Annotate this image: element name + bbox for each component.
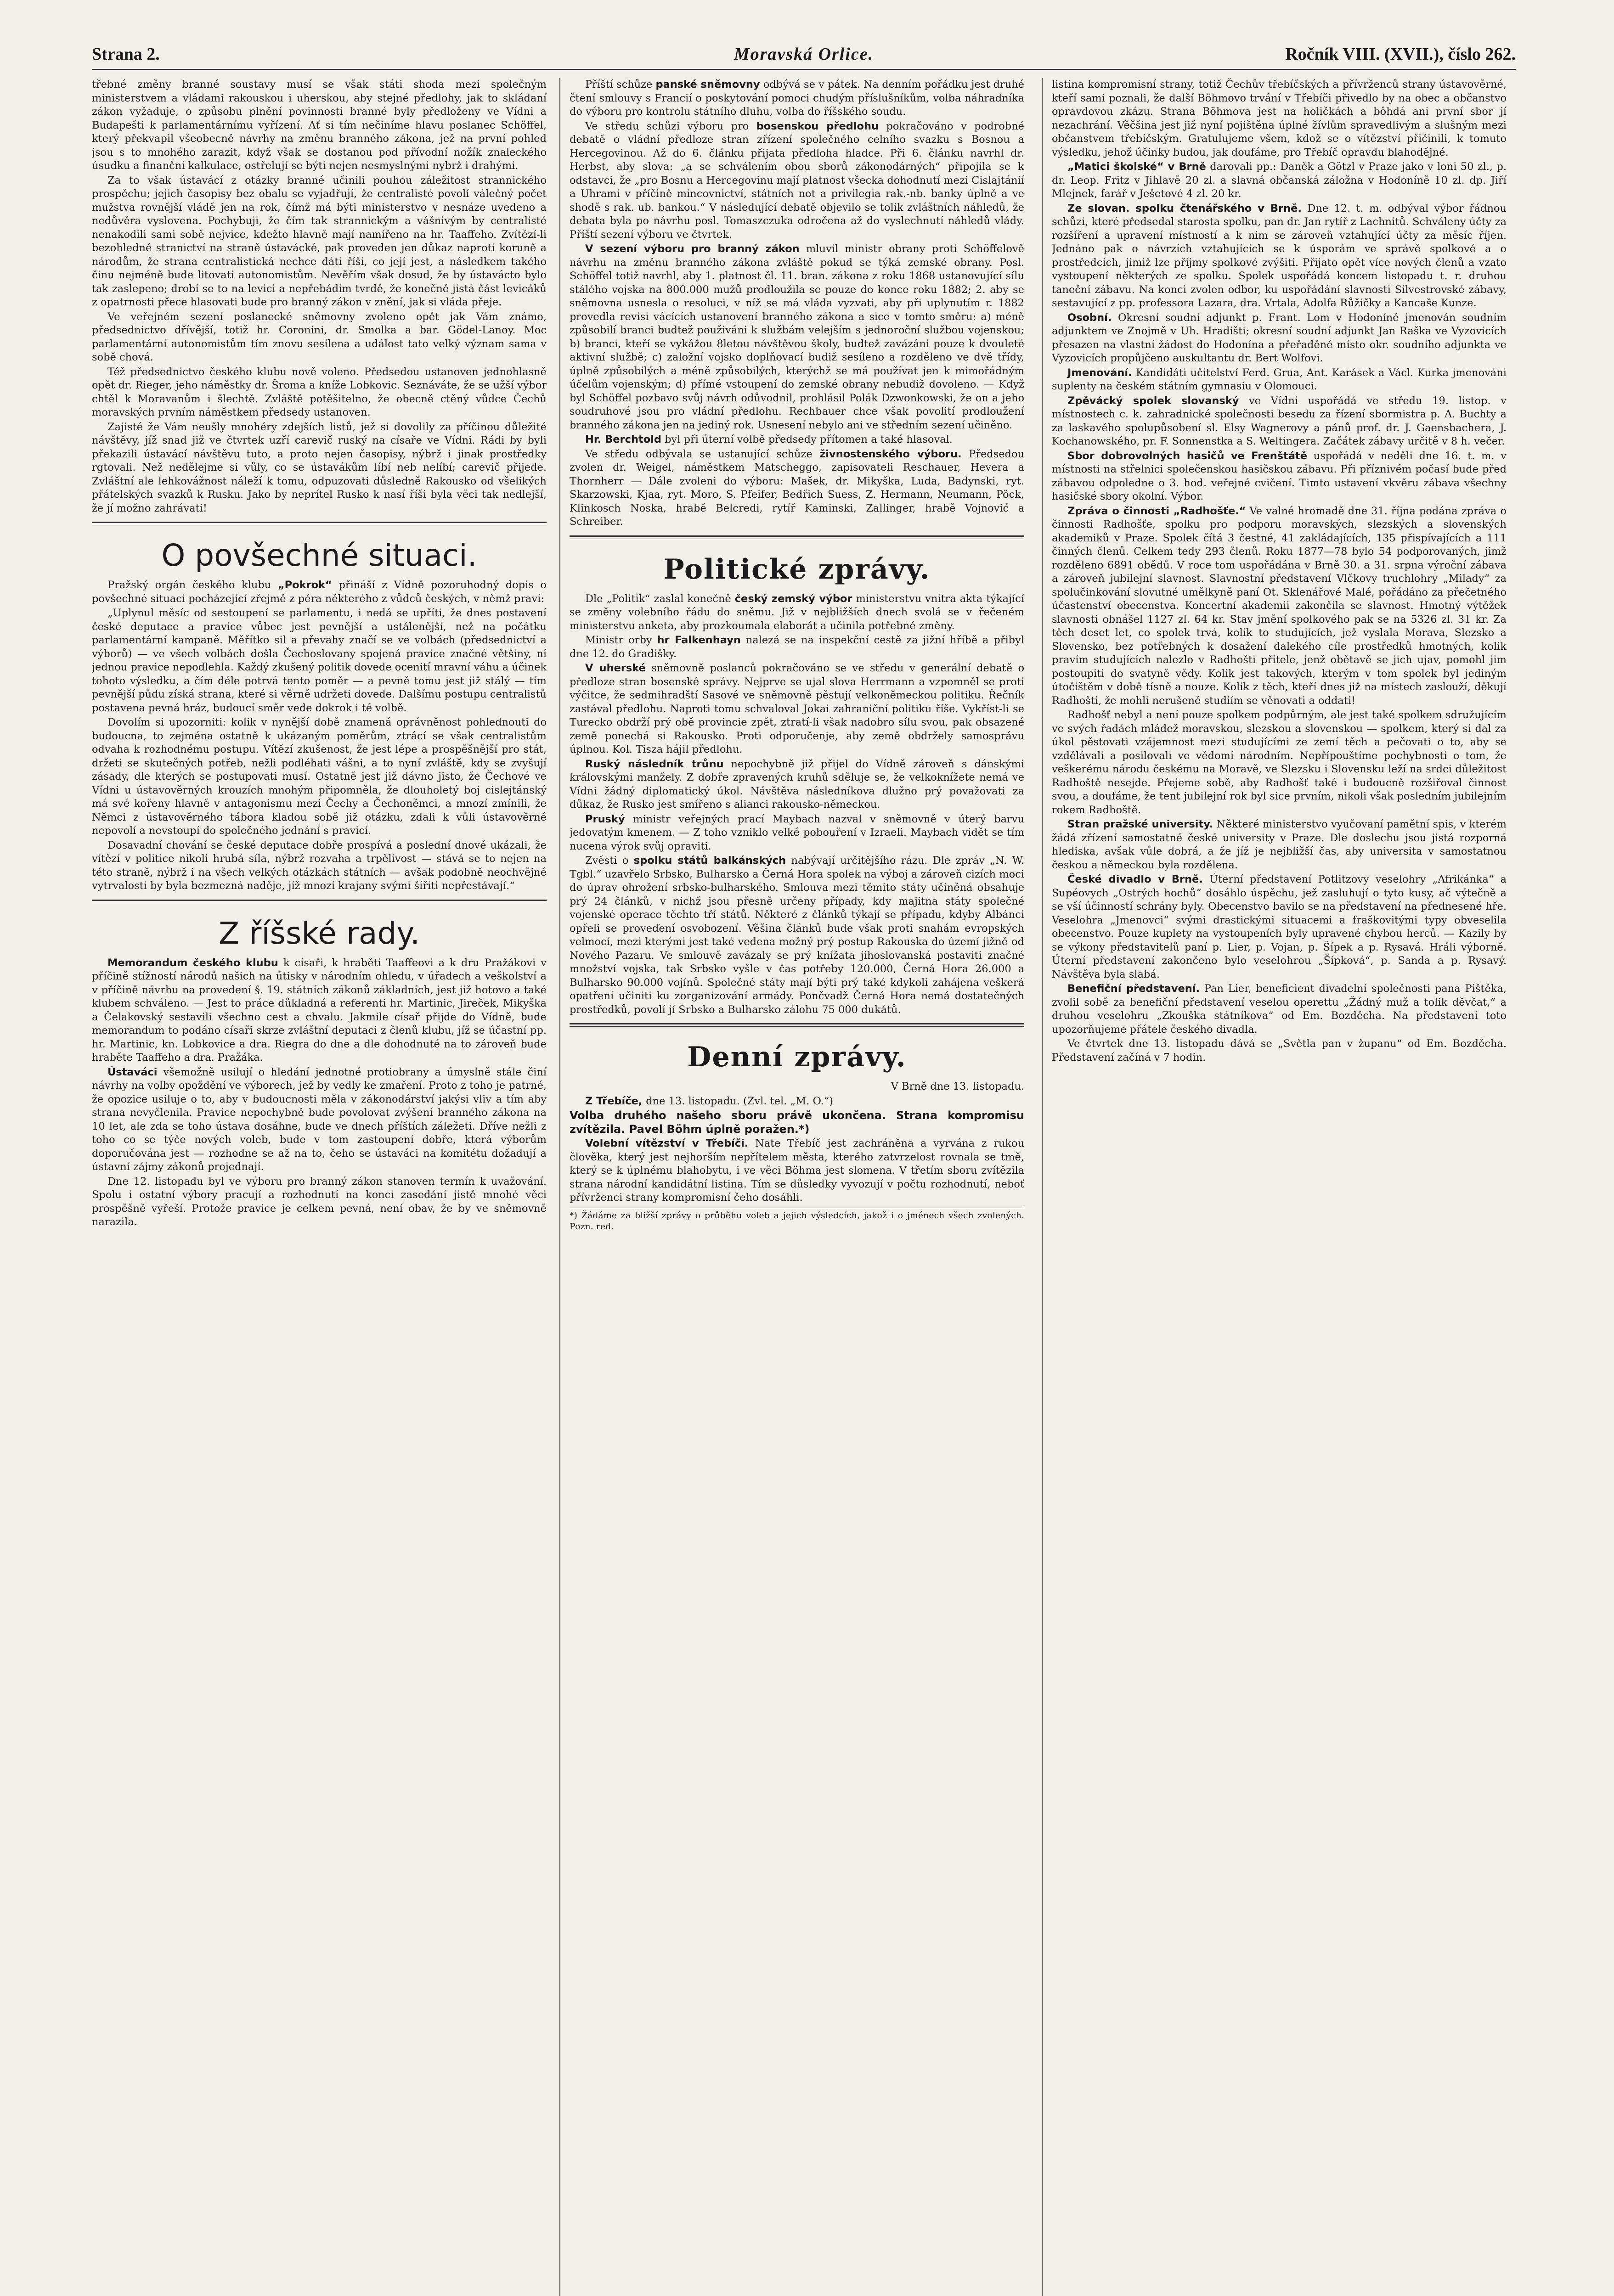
text: nabývají určitějšího rázu. Dle zpráv „N. W. Tgbl.“ uzavřelo Srbsko, Bulharsko a Černá Hora spolek na výboj a zároveň cizích moci do úprav ohrožení srbsko-bulharského. Smlouva mezi těmito státy učiněná obsahuje prý 24 článků, v nichž jsou přesně určeny případy, kdy majitna státy společné vojenské operace těchto tří států. Některé z článků týkají se případu, kdyby Albánci opřeli se proveďení osvobození. Věšina článků bude však proti snahám evropských velmocí, mezi kterými jest také vedena možný prý postup Rakouska do území jižně od Nového Pazaru. Ve smlouvě zavázaly se prý knížata jihoslovanská postaviti značné množství vojska, tak Srbsko vyšle v čas potřeby 120.000, Černá Hora 26.000 a Bulharsko 90.000 vojínů. Společné státy mají býti prý také kdykoli zahájena veškerá opatření učiniti ku zorganizování armády. Pončvadž Černá Hora nemá dostatečných prostředků, povolí jí Srbsko a Bulharsko zálohu 75 000 dukátů. <box>570 855 1024 1016</box>
lead-word: Stran pražské university. <box>1067 818 1213 830</box>
text: Ministr orby <box>585 634 657 646</box>
footnote: *) Žádáme za bližší zprávy o průběhu voleb a jejich výsledcích, jakož i o jménech všech zvolených. Pozn. red. <box>570 1208 1024 1232</box>
paragraph <box>1052 450 1507 504</box>
section-divider <box>570 535 1024 539</box>
section-divider <box>92 900 547 903</box>
paragraph <box>570 592 1024 633</box>
paragraph <box>92 579 547 606</box>
lead-word: Memorandum českého klubu <box>107 957 278 969</box>
text: Okresní soudní adjunkt p. Frant. Lom v Hodoníně jmenován soudním adjunktem ve Znojmě v Uh. Hradišti; okresní soudní adjunkt Jan Raška ve Vyzovicích přesazen na vlastní žádost do Hodonína a přeřaděné místo okr. soudního adjunkta ve Vyzovicích propůjčeno auskultantu dr. Bert Wolfovi. <box>1052 311 1507 364</box>
text: Předsedou zvolen dr. Weigel, náměstkem Matscheggo, zapisovateli Reschauer, Hevera a Thornherr — Dále zvoleni do výboru: Mašek, dr. Mikyška, Luda, Badynski, ryt. Skarzowski, Kjaa, ryt. Moro, S. Pfeifer, Bedřich Suess, Z. Hermann, Neumann, Pöck, Klinkosch Noska, hrabě Belcredi, rytíř Kaminski, Zallinger, hrabě Vojnović a Schreiber. <box>570 448 1024 528</box>
lead-word: Zpěvácký spolek slovanský <box>1067 394 1239 407</box>
text: přináší z Vídně pozoruhodný dopis o povšechné situaci pocházející zřejmě z péra některého z vůdců českých, v němž praví: <box>92 579 547 605</box>
text: dne 13. listopadu. (Zvl. tel. „M. O.“) <box>646 1095 834 1107</box>
text: k císaři, k hraběti Taaffeovi a k dru Pražákovi v příčině stížností národů našich na útisky v národním ohledu, v úřadech a veškolství a v příčině návrhu na provedení §. 19. státních zákonů základních, jest již hotovo a také klubem schváleno. — Jest to práce důkladná a referenti hr. Martinic, Jireček, Mikyška a Čelakovský sestavili všechno cest a chvalu. Jakmile císař přijde do Vídně, bude memorandum to podáno císaři skrze zvláštní deputaci z členů klubu, jíž se účastní pp. hr. Martinic, kn. Lobkovice a dra. Riegra do dne a dle dohodnuté na to zároveň bude hraběte Taaffeho a dra. Pražáka. <box>92 957 547 1064</box>
lead-word: hr Falkenhayn <box>657 634 741 646</box>
page-number: Strana 2. <box>92 45 160 64</box>
masthead-title: Moravská Orlice. <box>734 45 874 64</box>
column-divider <box>559 78 560 2296</box>
text: byl při úterní volbě předsedy přítomen a také hlasoval. <box>661 433 953 445</box>
text: všemožně usilují o hledání jednotné protiobrany a úmyslně stále činí návrhy na volby opoždění ve výborech, jež by vedly ke zmaření. Proto z toho je patrné, že opozice usiluje o to, aby v budoucnosti měla v zákonodárství jakýsi vliv a tím aby strana nevyčlenila. Pravice nepochybně bude povolovat zvýšení branného zákona na 10 let, ale zda se toho ústava dosáhne, bude ve dnech příštích záležeti. Dříve nežli z toho co se týče nových voleb, bude v tom zastoupení dobře, která výborům doporučována jest — rozhodne se až na to, čeho se ústaváci na komitétu dožadují a ústavní zájmy zákonů projednají. <box>92 1066 547 1173</box>
paragraph <box>1052 982 1507 1036</box>
lead-word: Osobní. <box>1067 311 1112 324</box>
paragraph: Též předsednictvo českého klubu nově voleno. Předsedou ustanoven jednohlasně opět dr. Rieger, jeho náměstky dr. Šroma a kníže Lobkovic. Seznáváte, že se užší výbor chtěl k Moravanům i šlechtě. Zvláště potěšitelno, že obecně ctěný vůdce Čechů moravských prvním náměstkem předsedy ustanoven. <box>92 366 547 418</box>
lead-word: Sbor dobrovolných hasičů ve Frenštátě <box>1067 450 1307 462</box>
paragraph <box>570 758 1024 812</box>
lead-word: „Pokrok“ <box>277 579 332 591</box>
lead-word: České divadlo v Brně. <box>1067 873 1203 885</box>
lead-word: Pruský <box>585 813 625 825</box>
paragraph <box>570 242 1024 432</box>
paragraph: Za to však ústavácí z otázky branné učinili pouhou záležitost strannického prospěchu; jejich časopisy bez obalu se vyjadřují, že centralisté povolí válečný počet mužstva rovnější vládě jen na rok, čímž má býti ministerstvo v nesnáze uvedeno a nedůvěra vyslovena. Pochybuji, že čím tak strannickým a vášnivým by centralisté nenakodili sami sobě nejvice, kdežto hlavně mají namířeno na hr. Taaffeho. Zvítězí-li bezohledné stranictví na straně ústavácké, pak proveden jen důkaz naproti koruně a národům, že strana centralistická nechce dáti říši, co její jest, a následkem takého činu nejméně bude litovati autonomistům. Nevěřím však dosud, že by ústavácto bylo tak zaslepeno; drobí se to na levici a nepřebádím tvrdě, že konečně jistá část levicáků z opatrnosti přece hlasovati bude pro branný zákon v znění, jak si vláda přeje. <box>92 174 547 308</box>
paragraph <box>1052 394 1507 449</box>
lead-word: Volební vítězství v Třebíči. <box>585 1137 749 1149</box>
section-divider <box>92 522 547 525</box>
paragraph <box>570 662 1024 757</box>
paragraph <box>1052 818 1507 872</box>
text: Ve valné hromadě dne 31. října podána zpráva o činnosti Radhošťe, spolku pro podporu moravských, slezských a slovenských akademiků v Praze. Spolek čítá 3 čestné, 41 zakládajících, 135 přispívajících a 111 činných členů. Celkem tedy 293 členů. Roku 1877—78 bylo 54 podporovaných, jimž rozděleno 6891 obědů. V roce tom uspořádána v Brně 30. a 31. srpna výroční zábava a zároveň jubilejní slavnost. Slavnostní představení Vlčkovy truchlohry „Milady“ za spolučinkování slovutné umělkyně paní Ot. Sklenářové Malé, pořádáno za přečetného účastenství obecenstva. Koncertní akademii zakončila se slavnost. Hmotný výtěžek slavnosti obnášel 1127 zl. 64 kr. Stav jmění spolkového pak se na 5326 zl. 31 kr. Za těch deset let, co spolek trvá, kolik to studujících, jež vyslala Morava, Slezsko a Slovensko, bez potřebných k dosažení dalekého cíle prostředků hmotných, kolik pravím studujících nalezlo v Radhošti přítele, jenž obětavě se jich ujav, pomohl jim postoupiti do svatyně vědy. Kolik jest takových, kterým v tom spolek byl jediným útočištěm v době tísně a nouze. Kolik z těch, kteří dnes již na místech zaslouží, děkují Radhošti, že mohli nerušeně studiím se věnovati a oddati! <box>1052 505 1507 707</box>
paragraph: Zajisté že Vám neušly mnohéry zdejších listů, jež si dovolily za příčinou důležité návštěvy, jíž snad již ve čtvrtek uzří carevič ruský na císaře ve Vídni. Rádi by byli překazili ústavácí návštěvu tuto, a proto nejen časopisy, nýbrž i jinak prostředky rgtovali. Než nedělejme si vůly, co se ústavákům líbí neb nelíbí; carevič přijede. Zvláštní ale lehkovážnost náleží k tomu, odpuzovati důsledně Rakousko od všelikých přátelských svazků k Rusku. Jako by neprítel Rusko k nasí říši byla věci tak nedlejší, že jí možno zahrávati! <box>92 421 547 514</box>
text: darovali pp.: Daněk a Götzl v Praze jako v loni 50 zl., p. dr. Leop. Fritz v Jihlavě 20 zl. a slavná občanská záložna v Hodoníně 10 zl. dp. Jiří Mlejnek, farář v Ješetové 4 zl. 20 kr. <box>1052 161 1507 200</box>
text: odbývá se v pátek. Na denním pořádku jest druhé čtení smlouvy s Francií o poskytování pomoci chudým příslušníkům, volba náhradníka do výboru pro kontrolu státního dluhu, volba do říšského soudu. <box>570 79 1024 118</box>
lead-word: Ústaváci <box>107 1066 158 1078</box>
text: Nate Třebíč jest zachráněna a vyrvána z rukou člověka, který jest nejhorším nepřítelem města, kterého zatvrzelost rovnala se tmě, který se k úplnému blahobytu, i ve věci Böhma jest slomena. V třetím sboru zvítězila strana národní kandidátní listina. Tím se důsledky vyvozují v počtu rozhodnutí, neboť přívrženci strany kompromisní čeho dosáhli. <box>570 1137 1024 1204</box>
paragraph <box>1052 366 1507 394</box>
text: sněmovně poslanců pokračováno se ve středu v generální debatě o předloze stran bosenské správy. Nejprve se ujal slova Herrmann a vzpomněl se proti výčitce, že sedmihradští Sasové ve sněmovně pěstují velkoněmeckou politiku. Řečník zastával předlohu. Naproti tomu schvaloval Jokai zahraniční politiku říše. Vykříst-li se Turecko obdrží prý obě provincie zpět, ztratí-li však nadobro sílu svou, pak obsazené země ponechá si Rakousko. Proti odporučenje, aby země obdržely samosprávu úplnou. Kol. Tisza hájil předlohu. <box>570 662 1024 755</box>
text: nepochybně již přijel do Vídně zároveň s dánskými královskými manžely. Z dobře zpravených kruhů sděluje se, že velkoknížete nemá ve Vídni žádný diplomatický úkol. Návštěva následníkova dlužno prý považovati za důkaz, že Rusko jest smířeno s alianci rakousko-německou. <box>570 758 1024 810</box>
paragraph <box>1052 202 1507 310</box>
paragraph <box>570 1137 1024 1205</box>
text: Pan Lier, beneficient divadelní společnosti pana Pištěka, zvolil sobě za benefiční představení veselou operettu „Žádný muž a tolik děvčat,“ a druhou veselohru „Zkouška státníkova“ od Em. Bozděcha. Na představení toto upozorňujeme přátele českého divadla. <box>1052 983 1507 1035</box>
text: ve Vídni uspořádá ve středu 19. listop. v místnostech c. k. zahradnické společnosti besedu za řízení sbormistra p. A. Buchty a za laskavého spolupůsobení sl. Elsy Wagnerovy a pánů prof. dr. J. Gaensbachera, J. Kochanowského, pr. F. Sonnenstka a S. Weltingera. Začátek zábavy určitě v 8 h. večer. <box>1052 394 1507 447</box>
lead-word: Ruský následník trůnu <box>585 758 724 770</box>
lead-word: bosenskou předlohu <box>756 120 879 132</box>
text: Dne 12. t. m. odbýval výbor řádnou schůzi, které předsedal starosta spolku, pan dr. Jan rytíř z Lachnitů. Schváleny účty za rozšíření a upravení místností a k nim se zároveň vztahující účty za měsíc říjen. Jednáno pak o návrzích vztahujících se k úsporám ve správě spolkové a o prostředcích, jimiž lze příjmy spolkové zvýšiti. Přijato opět více nových členů a vzato vystoupení některých ze spolku. Spolek uspořádá koncem listopadu t. r. druhou taneční zábavu. Na konci zvolen odbor, ku uspořádání slavnosti Silvestrovské zábavy, sestavující z pp. professora Lazara, dra. Vrtala, Adolfa Růžičky a Kancaše Kunze. <box>1052 202 1507 309</box>
newspaper-page <box>92 41 1516 2296</box>
text: Dle „Politik“ zaslal konečně <box>585 592 735 605</box>
lead-word: „Matici školské“ v Brně <box>1067 161 1206 173</box>
paragraph <box>570 1095 1024 1109</box>
lead-word: Benefiční představení. <box>1067 983 1200 995</box>
paragraph: „Uplynul měsíc od sestoupení se parlamentu, i nedá se upříti, že dnes postavení české deputace a pravice vůbec jest pevnější a ustálenější, než na počátku parlamentární kampaně. Měřítko sil a převahy značí se ve volbách (předsednictví a výborů) — ve všech volbách došla Čechoslovany spojená pravice značné většiny, ní jednou pravice nepodlehla. Každý zkušený politik dovede ocenití mravní váhu a účinek tohoto výsledku, a čím déle potrvá tento poměr — a pevně tomu jest již stálý — tím pevnější půdu získá strana, které si věrně udržeti dovede. Dalšímu postupu centralistů postavena pevná hráz, budoucí směr vede dokrok i té volbě. <box>92 607 547 714</box>
paragraph <box>570 120 1024 242</box>
text: ministerstvu vnitra akta týkající se změny volebního řádu do sněmu. Již v nejbližších dnech svolá se v řečeném ministerstvu anketa, aby prozkoumala elaborát a učinila potřebné změny. <box>570 592 1024 632</box>
paragraph <box>570 448 1024 529</box>
paragraph <box>570 433 1024 447</box>
paragraph <box>570 854 1024 1017</box>
lead-word: Jmenování. <box>1067 366 1132 379</box>
paragraph: Ve veřejném sezení poslanecké sněmovny zvoleno opět jak Vám známo, předsednictvo dřívější, totiž hr. Coronini, dr. Smolka a bar. Gödel-Lanoy. Moc parlamentární autonomistům tím znovu sesílena a událost tato velký význam sama v sobě chová. <box>92 310 547 363</box>
lead-word: živnostenského výboru. <box>819 448 962 460</box>
lead-word: panské sněmovny <box>655 79 760 90</box>
lead-word: V uherské <box>585 662 646 674</box>
text: uspořádá v neděli dne 16. t. m. v místnosti na střelnici společenskou hasičskou zábavu. Při příznivém počasí bude před zábavou odpoledne o 3. hod. veřejné cvičení. Timto ustavení vkvěru zábava všechny hasičské sbory okolní. Výbor. <box>1052 450 1507 502</box>
paragraph: listina kompromisní strany, totiž Čechův třebíčských a přívrženců strany ústavověrné, kteří sami poznali, že další Böhmovo trvání v Třebíči přivedlo by na obec a občanstvo opravdovou zkázu. Strana Böhmova jest na holičkách a bôhdá ani první sbor jí nezachrání. Věčšina jest již nyní pojištěna úplné žívlům spravedlivým a slušným mezi občanstvem třebíčským. Gratulujeme všem, kdož se o vítězství přičinili, k tomuto výsledku, jehož účinky budou, jak doufáme, pro Třebíč opravdu blahodějné. <box>1052 79 1507 158</box>
text: pokračováno v podrobné debatě o vládní předloze stran zřízení společného celního svazku s Bosnou a Hercegovinou. Až do 6. článku přijata předloha hladce. Při 6. článku navrhl dr. Herbst, aby slova: „a se schválením obou sborů zákonodárných“ připojila se k odstavci, že „pro Bosnu a Hercegovinu mají platnost všecka dohodnutí mezi Cislajtánií a Uhrami v příčině mincovnictví, státních not a privilegia rak.-nb. banky úplně a ve shodě s rak. ub. bankou.“ V následující debatě objevilo se tolik zvláštních náhledů, že debata byla po návrhu posl. Tomaszczuka odročena až do vyslechnutí náhledů vlády. Příští sezení výboru ve čtvrtek. <box>570 120 1024 241</box>
column-divider <box>1042 78 1043 2296</box>
text: Ve středu schůzi výboru pro <box>585 120 756 132</box>
text: nalezá se na inspekční cestě za jižní hříbě a přibyl dne 12. do Gradišky. <box>570 634 1024 660</box>
lead-word: Ze slovan. spolku čtenářského v Brně. <box>1067 202 1302 214</box>
paragraph: Ve čtvrtek dne 13. listopadu dává se „Světla pan v županu“ od Em. Bozděcha. Představení začíná v 7 hodin. <box>1052 1038 1507 1064</box>
paragraph <box>570 634 1024 661</box>
paragraph <box>1052 505 1507 708</box>
lead-word: Zpráva o činnosti „Radhošťe.“ <box>1067 505 1246 517</box>
lead-word: Z Třebíče, <box>585 1095 646 1107</box>
paragraph <box>1052 311 1507 366</box>
text: mluvil ministr obrany proti Schöffelově návrhu na změnu branného zákona zvláště pokud se týká zemské obrany. Posl. Schöffel totiž navrhl, aby 1. platnost čl. 11. bran. zákona z roku 1868 ustanovující sílu stálého vojska na 800.000 mužů prodloužila se pouze do konce roku 1882; 2. aby se sněmovna usnesla o resoluci, v níž se má vláda vyzvati, aby při uplynutím r. 1882 provedla revisi vácících ustanovení branného zákona a sice v tomto směru: a) méně způsobilí branci budtež použiváni k službám velejším s jednoroční službou vojenskou; b) branci, kteří se vykážou 8letou návštěvou školy, budtež zavázáni pouze k dvouleté aktivní službě; c) založní vojsko doplňovací budiž sesíleno a rozděleno ve dvě třídy, úplně způsobilých a méně způsobilých, kterýchž se má používat jen k mimořádným účelům vojenským; d) přímé vstoupení do zemské obrany nebudiž dovoleno. — Když byl Schöffel pozbavo svůj návrh odůvodnil, prohlásil Polák Dzwonkowski, že on a jeho soudruhové jsou pro vládní předlohu. Rechbauer chce však povolití prodloužení branného zákona jen na jediný rok. Usnesení nebylo ani ve středním sezení učiněno. <box>570 243 1024 431</box>
lead-word: český zemský výbor <box>734 592 852 605</box>
column-1 <box>92 78 547 2296</box>
section-title-political: Politické zprávy. <box>663 553 931 585</box>
section-title-reichsrat: Z říšské rady. <box>219 915 420 951</box>
issue-info: Ročník VIII. (XVII.), číslo 262. <box>1285 45 1516 64</box>
lead-word: spolku států balkánských <box>633 855 786 867</box>
page-header <box>92 41 1516 70</box>
telegram-headline: Volba druhého našeho sboru právě ukončena. Strana kompromisu zvítězila. Pavel Böhm úplně poražen.*) <box>570 1109 1024 1136</box>
section-title-daily: Denní zprávy. <box>687 1041 907 1073</box>
paragraph: Dne 12. listopadu byl ve výboru pro branný zákon stanoven termín k uvažování. Spolu i ostatní výbory pracují a rozhodnutí na konci zasedání jistě mnohé věci prospěšně vyřeší. Protože pravice je celkem pevná, není obav, že by ve sněmovně narazila. <box>92 1175 547 1228</box>
text: Některé ministerstvo vyučovaní pamětní spis, v kterém žádá zřízení samostatné české university v Praze. Dle doslechu jsou jistá rozporná hlediska, avšak vůle dobrá, a že jíž je nejbližší čas, aby universita v samostatnou českou a německou byla rozdělena. <box>1052 818 1507 871</box>
paragraph <box>92 957 547 1065</box>
paragraph <box>570 78 1024 119</box>
lead-word: V sezení výboru pro branný zákon <box>585 243 800 255</box>
paragraph <box>1052 160 1507 201</box>
paragraph <box>92 1066 547 1174</box>
paragraph: Radhošť nebyl a není pouze spolkem podpůrným, ale jest také spolkem sdružujícím ve svých řadách mládež moravskou, slezskou a slovenskou — spolkem, který si dal za úkol pěstovati vzájemnost mezi studujícími ze zemí těch a pečovati o to, aby se vzdělávali a posilovali ve vědomí národním. Nepřípouštíme pochybnosti o tom, že veškerému národu českému na Moravě, ve Slezsku i Slovensku leží na srdci důležitost Radhoště nesejde. Přejeme sobě, aby Radhošť také i budoucně rozšiřoval činnost svou, a doufáme, že tent jubilejní rok byl sice prvním, nikoli však posledním jubilejním rokem Radhoště. <box>1052 709 1507 816</box>
paragraph: Dovolím si upozorniti: kolik v nynější době znamená oprávněnost pohlednouti do budoucna, to zejména ostatně k ukázaným poměrům, ztrácí se však centralistům odvaha k rozhodnému postupu. Vítězí zkušenost, že jest lépe a prospěšnější pro stát, držeti se skutečných potřeb, nežli podléhati vášni, a to nyní zvláště, kdy se zvyšují zásady, dle kterých se postupovati musí. Ostatně jest již dávno jisto, že Čechové ve Vídni u ústavověrných krouzích mnohým připomněla, že dlouholetý boj cislejtánský má své kořeny hlavně v antagonismu mezi Čechy a Čechoněmci, a mnozí zmínili, že Němci z ústavověrného tábora kladou sobě již otázku, zdali k vůli ústavověrné nepovolí a nevstoupí do společného jednání s pravicí. <box>92 716 547 837</box>
text: Ve středu odbývala se ustanující schůze <box>585 448 820 460</box>
text: Zvěsti o <box>585 855 634 867</box>
text: ministr veřejných prací Maybach nazval v sněmovně v úterý barvu jedovatým kmenem. — Z toho vzniklo velké pobouření v Izraeli. Maybach vidět se tím nucena výrok svůj opraviti. <box>570 813 1024 852</box>
text: Pražský orgán českého klubu <box>107 579 278 591</box>
lead-word: Hr. Berchtold <box>585 433 661 445</box>
text: Příští schůze <box>585 79 656 90</box>
column-2 <box>570 78 1024 2296</box>
text: Kandidáti učitelství Ferd. Grua, Ant. Karásek a Václ. Kurka jmenováni suplenty na českém státním gymnasiu v Olomouci. <box>1052 366 1507 392</box>
dateline: V Brně dne 13. listopadu. <box>891 1080 1024 1092</box>
paragraph: třebné změny branné soustavy musí se však státi shoda mezi společným ministerstvem a vládami rakouskou i uherskou, aby stejné předlohy, jak to skládaní zákon vyžaduje, o způsobu plnění povinnosti branné byly předloženy ve Vídni a Budapešti k parlamentárnímu vyřízení. Ať si tím nečiníme hlavu poslanec Schöffel, který překvapil všeobecně návrhy na změnu branného zákona, jež na první pohled jsou s to mnohého zarazit, když však se dostanou pod přívodní nožík znaleckého úsudku a finanční kalkulace, ostřelují se býti nejen nesmyslnými nybrž i drahými. <box>92 79 547 172</box>
paragraph <box>1052 873 1507 981</box>
section-title-situation: O povšechné situaci. <box>161 538 477 573</box>
paragraph <box>570 813 1024 854</box>
column-3 <box>1052 78 1507 2296</box>
paragraph: Dosavadní chování se české deputace dobře prospívá a poslední dnové ukázali, že vítězí v politice nikoli hrubá síla, nýbrž rozvaha a trpělivost — stává se to nejen na této straně, nýbrž i na všech velkých otázkách státních — avšak podobně neochvějné vytrvalosti by byla bezmezná naděje, jíž mnozí krajany svými šířiti nepřestávají.“ <box>92 839 547 892</box>
section-divider <box>570 1023 1024 1027</box>
text: Úterní představení Potlitzovy veselohry „Afrikánka“ a Supéovych „Ostrých hochů“ dosáhlo úspěchu, jež zasluhují o tyto kusy, ač výtečně a se vší účinností schrány byly. Obecenstvo bavilo se na představení na přednesené hře. Veselohra „Jmenovci“ svými drastickými situacemi a fraškovitými typy obveselila obecenstvo. Pouze kuplety na vystoupeních byly upravené chybou herců. — Kazily by se výkony představitelů paní p. Lier, p. Vojan, p. Šípek a p. Rysavá. Hráli výborně. Úterní představení zakončeno bylo veselohrou „Šípková“, p. Sanda a p. Rysavý. Návštěva byla slabá. <box>1052 873 1507 980</box>
